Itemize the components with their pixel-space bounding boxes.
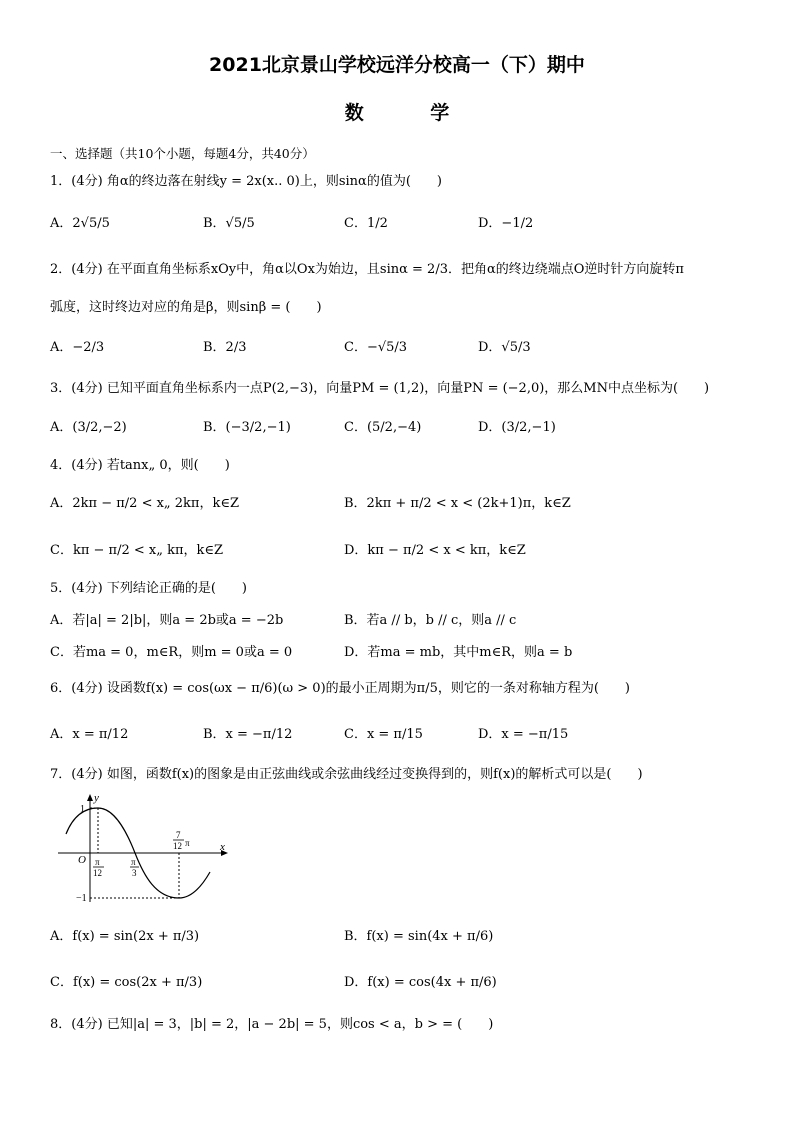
tick-a-num: π bbox=[95, 857, 100, 867]
tick-b-num: π bbox=[131, 857, 136, 867]
question-4-option-c: C．kπ − π/2 < x„ kπ，k∈Z bbox=[50, 543, 224, 558]
question-6-option-c: C．x = π/15 bbox=[344, 727, 423, 742]
y-max-label: 1 bbox=[80, 804, 85, 815]
question-5-option-b: B．若a // b，b // c，则a // c bbox=[344, 613, 517, 628]
question-1-option-d: D．−1/2 bbox=[478, 216, 534, 231]
question-5-stem: 5．(4分) 下列结论正确的是( ) bbox=[50, 581, 247, 596]
question-7-stem: 7．(4分) 如图，函数f(x)的图象是由正弦曲线或余弦曲线经过变换得到的，则f(x)的解析式可以是( ) bbox=[50, 767, 643, 782]
y-axis-arrow bbox=[87, 794, 93, 801]
question-6-option-a: A．x = π/12 bbox=[50, 727, 129, 742]
question-3-option-d: D．(3/2,−1) bbox=[478, 420, 556, 435]
question-5-option-a: A．若|a| = 2|b|，则a = 2b或a = −2b bbox=[50, 613, 284, 628]
section-heading: 一、选择题（共10个小题，每题4分，共40分） bbox=[50, 146, 315, 161]
tick-b-den: 3 bbox=[132, 868, 137, 878]
subject-title: 数 学 bbox=[344, 102, 480, 124]
tick-a-den: 12 bbox=[93, 868, 102, 878]
question-6-option-d: D．x = −π/15 bbox=[478, 727, 569, 742]
question-8-stem: 8．(4分) 已知|a| = 3，|b| = 2，|a − 2b| = 5，则cos < a，b > = ( ) bbox=[50, 1017, 494, 1032]
question-1-stem: 1．(4分) 角α的终边落在射线y = 2x(x.. 0)上，则sinα的值为( ) bbox=[50, 174, 442, 189]
question-2-option-a: A．−2/3 bbox=[50, 340, 105, 355]
question-3-option-a: A．(3/2,−2) bbox=[50, 420, 127, 435]
question-4-option-d: D．kπ − π/2 < x < kπ，k∈Z bbox=[344, 543, 526, 558]
question-4-option-a: A．2kπ − π/2 < x„ 2kπ，k∈Z bbox=[50, 496, 240, 511]
question-5-option-c: C．若ma = 0，m∈R，则m = 0或a = 0 bbox=[50, 645, 293, 660]
tick-c-den: 12 bbox=[173, 841, 182, 851]
question-4-stem: 4．(4分) 若tanx„ 0，则( ) bbox=[50, 458, 230, 473]
question-3-stem: 3．(4分) 已知平面直角坐标系内一点P(2,−3)，向量PM = (1,2)，向量PN = (−2,0)，那么MN中点坐标为( ) bbox=[50, 381, 710, 396]
question-2-stem-line2: 弧度，这时终边对应的角是β，则sinβ = ( ) bbox=[50, 300, 322, 315]
question-2-option-d: D．√5/3 bbox=[478, 340, 531, 355]
tick-c-num: 7 bbox=[176, 830, 181, 840]
question-7-option-b: B．f(x) = sin(4x + π/6) bbox=[344, 929, 494, 944]
y-min-label: −1 bbox=[76, 893, 87, 904]
tick-c-pi: π bbox=[185, 838, 190, 848]
question-1-option-a: A．2√5/5 bbox=[50, 216, 110, 231]
page-title: 2021北京景山学校远洋分校高一（下）期中 bbox=[209, 54, 585, 76]
question-7-option-a: A．f(x) = sin(2x + π/3) bbox=[50, 929, 200, 944]
question-5-option-d: D．若ma = mb，其中m∈R，则a = b bbox=[344, 645, 573, 660]
question-2-option-b: B．2/3 bbox=[203, 340, 247, 355]
question-6-option-b: B．x = −π/12 bbox=[203, 727, 293, 742]
question-2-stem-line1: 2．(4分) 在平面直角坐标系xOy中，角α以Ox为始边，且sinα = 2/3．把角α的终边绕端点O逆时针方向旋转π bbox=[50, 262, 684, 277]
question-2-option-c: C．−√5/3 bbox=[344, 340, 408, 355]
question-7-option-c: C．f(x) = cos(2x + π/3) bbox=[50, 975, 203, 990]
question-3-option-b: B．(−3/2,−1) bbox=[203, 420, 291, 435]
question-1-option-c: C．1/2 bbox=[344, 216, 388, 231]
x-axis-label: x bbox=[220, 841, 225, 853]
question-1-option-b: B．√5/5 bbox=[203, 216, 255, 231]
question-7-option-d: D．f(x) = cos(4x + π/6) bbox=[344, 975, 497, 990]
y-axis-label: y bbox=[94, 792, 99, 804]
question-7-figure bbox=[52, 790, 232, 905]
origin-label: O bbox=[78, 854, 86, 866]
question-3-option-c: C．(5/2,−4) bbox=[344, 420, 422, 435]
question-6-stem: 6．(4分) 设函数f(x) = cos(ωx − π/6)(ω > 0)的最小正周期为π/5，则它的一条对称轴方程为( ) bbox=[50, 681, 630, 696]
question-4-option-b: B．2kπ + π/2 < x < (2k+1)π，k∈Z bbox=[344, 496, 571, 511]
